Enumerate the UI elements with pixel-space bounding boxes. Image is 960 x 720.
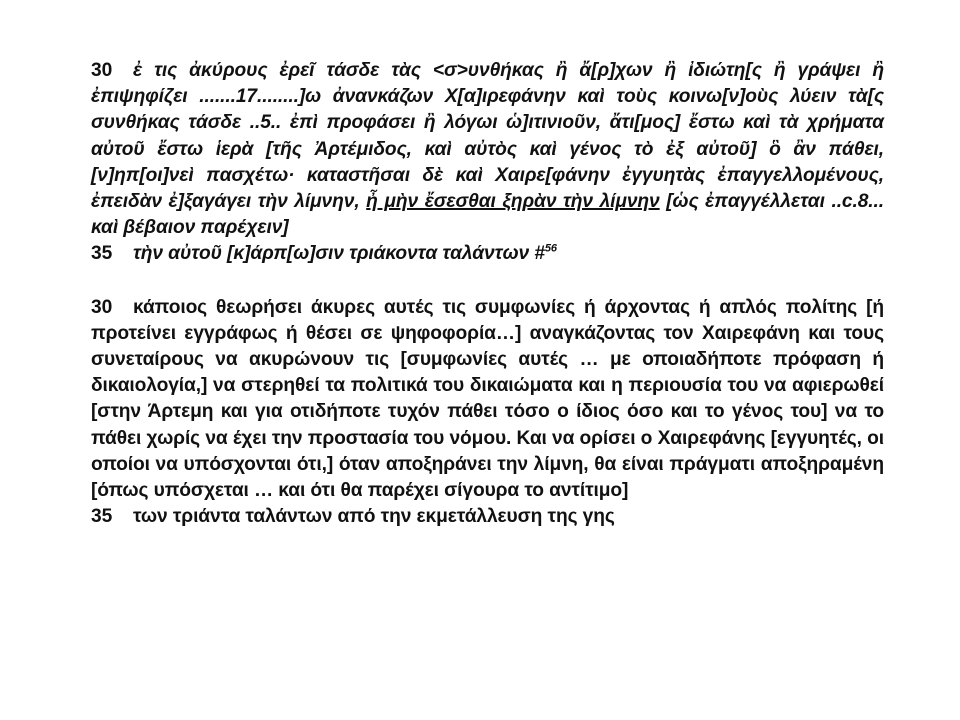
ancient-line-35 [91,241,884,267]
ancient-text-line35: τὴν αὐτοῦ [κ]άρπ[ω]σιν τριάκοντα ταλάντων # [133,243,545,265]
line-number: 35 [91,243,113,265]
modern-text-line30: κάποιος θεωρήσει άκυρες αυτές τις συμφωνίες ή άρχοντας ή απλός πολίτης [ή προτείνει εγγράφως ή θέσει σε ψηφοφορία…] αναγκάζοντας τον Χαιρεφάνη και τους συνεταίρους να ακυρώνουν τις [συμφωνίες αυτές … με οποιαδήποτε πρόφαση ή δικαιολογία,] να στερηθεί τα πολιτικά του δικαιώματα και η περιουσία του να αφιερωθεί [στην Άρτεμη και για οτιδήποτε τυχόν πάθει τόσο ο ίδιος όσο και το γένος του] να το πάθει χωρίς να έχει την προστασία του νόμου. Και να ορίσει ο Χαιρεφάνης [εγγυητές, οι οποίοι να υπόσχονται ότι,] όταν αποξηράνει την λίμνη, θα είναι πράγματι αποξηραμένη [όπως υπόσχεται … και ότι θα παρέχει σίγουρα το αντίτιμο] [91,296,884,502]
modern-text-line35: των τριάντα ταλάντων από την εκμετάλλευση της γης [133,506,615,528]
modern-greek-translation [91,295,884,531]
modern-line-35 [91,504,884,530]
ancient-greek-inscription [91,58,884,268]
modern-line-30 [91,295,884,505]
ancient-line-30 [91,58,884,241]
ancient-text-part2: [ὡς ἐπαγγέλλεται ..c.8... καὶ βέβαιον παρέχειν] [91,191,884,239]
document-body [91,58,884,530]
paragraph-gap [91,268,884,295]
line-number: 35 [91,506,113,528]
ancient-text-part1: ἐ τις ἀκύρους ἐρεῖ τάσδε τὰς <σ>υνθήκας ἢ ἄ[ρ]χων ἢ ἰδιώτη[ς ἢ γράψει ἢ ἐπιψηφίζει .......17........]ω ἀνανκάζων Χ[α]ιρεφάνην καὶ τοὺς κοινω[ν]οὺς λύειν τὰ[ς συνθήκας τάσδε ..5.. ἐπὶ προφάσει ἢ λόγωι ὡ]ιτινιοῦν, ἄτι[μος] ἔστω καὶ τὰ χρήματα αὐτοῦ ἔστω ἱερὰ [τῆς Ἀρτέμιδος, καὶ αὐτὸς καὶ γένος τὸ ἐξ αὐτοῦ] ὃ ἂν πάθει, [ν]ηπ[οι]νεὶ πασχέτω· καταστῆσαι δὲ καὶ Χαιρε[φάνην ἐγγυητὰς ἐπαγγελλομένους, ἐπειδὰν ἐ]ξαγάγει τὴν λίμνην, [91,60,884,213]
line-number: 30 [91,60,113,81]
line-number: 30 [91,296,113,318]
ancient-highlight-phrase: ἦ μὴν ἔσεσθαι ξηρὰν τὴν λίμνην [366,191,660,213]
footnote-marker: 56 [544,243,557,256]
